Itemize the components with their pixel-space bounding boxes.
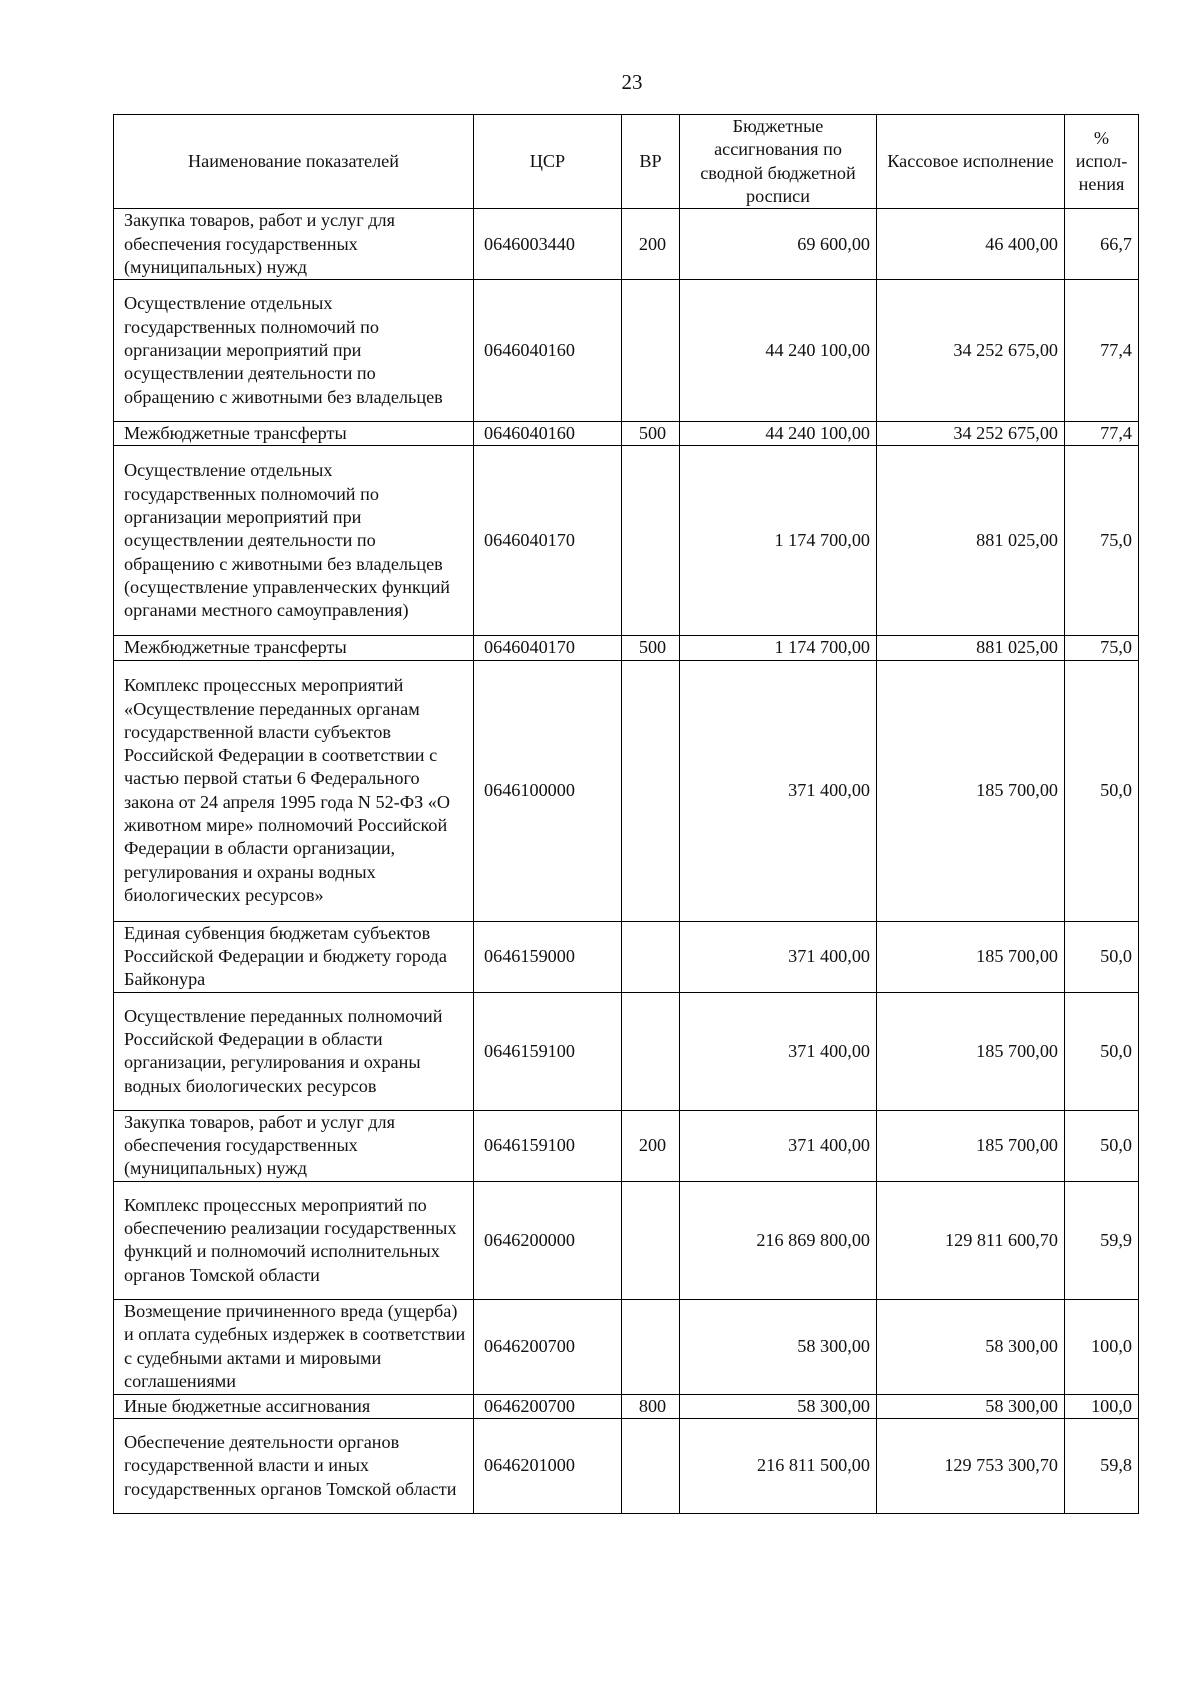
header-name: Наименование показателей [114,115,474,209]
cell-vr [622,446,680,636]
cell-executed: 58 300,00 [877,1394,1065,1418]
table-row [114,921,1139,992]
cell-csr: 0646159100 [474,992,622,1110]
cell-assigned: 371 400,00 [680,1110,877,1181]
cell-name: Единая субвенция бюджетам субъектов Российской Федерации и бюджету города Байконура [114,921,474,992]
cell-executed: 129 753 300,70 [877,1419,1065,1514]
cell-executed: 46 400,00 [877,209,1065,280]
cell-assigned: 371 400,00 [680,660,877,921]
cell-name: Обеспечение деятельности органов государственной власти и иных государственных органов Томской области [114,1419,474,1514]
cell-vr: 200 [622,1110,680,1181]
cell-percent: 59,9 [1065,1181,1139,1299]
table-row [114,446,1139,636]
cell-vr [622,992,680,1110]
cell-name: Закупка товаров, работ и услуг для обеспечения государственных (муниципальных) нужд [114,1110,474,1181]
cell-executed: 185 700,00 [877,660,1065,921]
table-row [114,1419,1139,1514]
cell-executed: 881 025,00 [877,636,1065,660]
cell-name: Иные бюджетные ассигнования [114,1394,474,1418]
header-executed: Кассовое исполнение [877,115,1065,209]
cell-csr: 0646201000 [474,1419,622,1514]
cell-percent: 77,4 [1065,422,1139,446]
table-row [114,660,1139,921]
cell-executed: 58 300,00 [877,1299,1065,1394]
cell-csr: 0646159100 [474,1110,622,1181]
cell-executed: 185 700,00 [877,921,1065,992]
cell-percent: 100,0 [1065,1299,1139,1394]
cell-vr [622,1299,680,1394]
cell-name: Закупка товаров, работ и услуг для обеспечения государственных (муниципальных) нужд [114,209,474,280]
cell-name: Межбюджетные трансферты [114,422,474,446]
cell-percent: 50,0 [1065,921,1139,992]
cell-assigned: 1 174 700,00 [680,446,877,636]
table-row [114,1110,1139,1181]
cell-csr: 0646040170 [474,636,622,660]
cell-vr: 800 [622,1394,680,1418]
cell-executed: 185 700,00 [877,1110,1065,1181]
page-number: 23 [621,70,643,94]
cell-assigned: 69 600,00 [680,209,877,280]
cell-percent: 50,0 [1065,1110,1139,1181]
cell-percent: 50,0 [1065,660,1139,921]
cell-csr: 0646159000 [474,921,622,992]
cell-vr [622,280,680,422]
cell-assigned: 216 869 800,00 [680,1181,877,1299]
cell-percent: 50,0 [1065,992,1139,1110]
cell-vr [622,921,680,992]
header-csr: ЦСР [474,115,622,209]
table-header-row [114,115,1139,209]
cell-name: Комплекс процессных мероприятий по обеспечению реализации государственных функций и полномочий исполнительных органов Томской области [114,1181,474,1299]
header-vr: ВР [622,115,680,209]
cell-executed: 881 025,00 [877,446,1065,636]
cell-percent: 77,4 [1065,280,1139,422]
cell-assigned: 44 240 100,00 [680,422,877,446]
cell-csr: 0646040170 [474,446,622,636]
cell-name: Комплекс процессных мероприятий «Осуществление переданных органам государственной власти субъектов Российской Федерации в соответствии с частью первой статьи 6 Федерального закона от 24 апреля 1995 года N 52-ФЗ «О животном мире» полномочий Российской Федерации в области организации, регулирования и охраны водных биологических ресурсов» [114,660,474,921]
cell-csr: 0646040160 [474,422,622,446]
cell-executed: 34 252 675,00 [877,280,1065,422]
cell-assigned: 371 400,00 [680,921,877,992]
cell-name: Осуществление переданных полномочий Российской Федерации в области организации, регулирования и охраны водных биологических ресурсов [114,992,474,1110]
cell-csr: 0646040160 [474,280,622,422]
table-row [114,636,1139,660]
cell-name: Осуществление отдельных государственных полномочий по организации мероприятий при осуществлении деятельности по обращению с животными без владельцев (осуществление управленческих функций органами местного самоуправления) [114,446,474,636]
cell-vr: 200 [622,209,680,280]
cell-executed: 34 252 675,00 [877,422,1065,446]
header-assigned: Бюджетные ассигнования по сводной бюджетной росписи [680,115,877,209]
cell-assigned: 216 811 500,00 [680,1419,877,1514]
cell-assigned: 44 240 100,00 [680,280,877,422]
table-row [114,1394,1139,1418]
cell-vr [622,1419,680,1514]
cell-name: Межбюджетные трансферты [114,636,474,660]
cell-percent: 100,0 [1065,1394,1139,1418]
cell-csr: 0646003440 [474,209,622,280]
table-row [114,280,1139,422]
header-percent: % испол-нения [1065,115,1139,209]
cell-assigned: 1 174 700,00 [680,636,877,660]
table-row [114,1299,1139,1394]
cell-executed: 185 700,00 [877,992,1065,1110]
cell-name: Возмещение причиненного вреда (ущерба) и оплата судебных издержек в соответствии с судебными актами и мировыми соглашениями [114,1299,474,1394]
cell-csr: 0646200000 [474,1181,622,1299]
cell-percent: 66,7 [1065,209,1139,280]
cell-assigned: 58 300,00 [680,1394,877,1418]
cell-vr: 500 [622,422,680,446]
cell-csr: 0646200700 [474,1394,622,1418]
cell-percent: 59,8 [1065,1419,1139,1514]
cell-percent: 75,0 [1065,636,1139,660]
table-row [114,992,1139,1110]
cell-csr: 0646200700 [474,1299,622,1394]
cell-vr: 500 [622,636,680,660]
cell-vr [622,1181,680,1299]
cell-vr [622,660,680,921]
table-row [114,209,1139,280]
cell-assigned: 58 300,00 [680,1299,877,1394]
budget-execution-table [113,114,1139,1514]
cell-csr: 0646100000 [474,660,622,921]
cell-executed: 129 811 600,70 [877,1181,1065,1299]
cell-percent: 75,0 [1065,446,1139,636]
table-row [114,422,1139,446]
table-row [114,1181,1139,1299]
cell-name: Осуществление отдельных государственных полномочий по организации мероприятий при осуществлении деятельности по обращению с животными без владельцев [114,280,474,422]
cell-assigned: 371 400,00 [680,992,877,1110]
